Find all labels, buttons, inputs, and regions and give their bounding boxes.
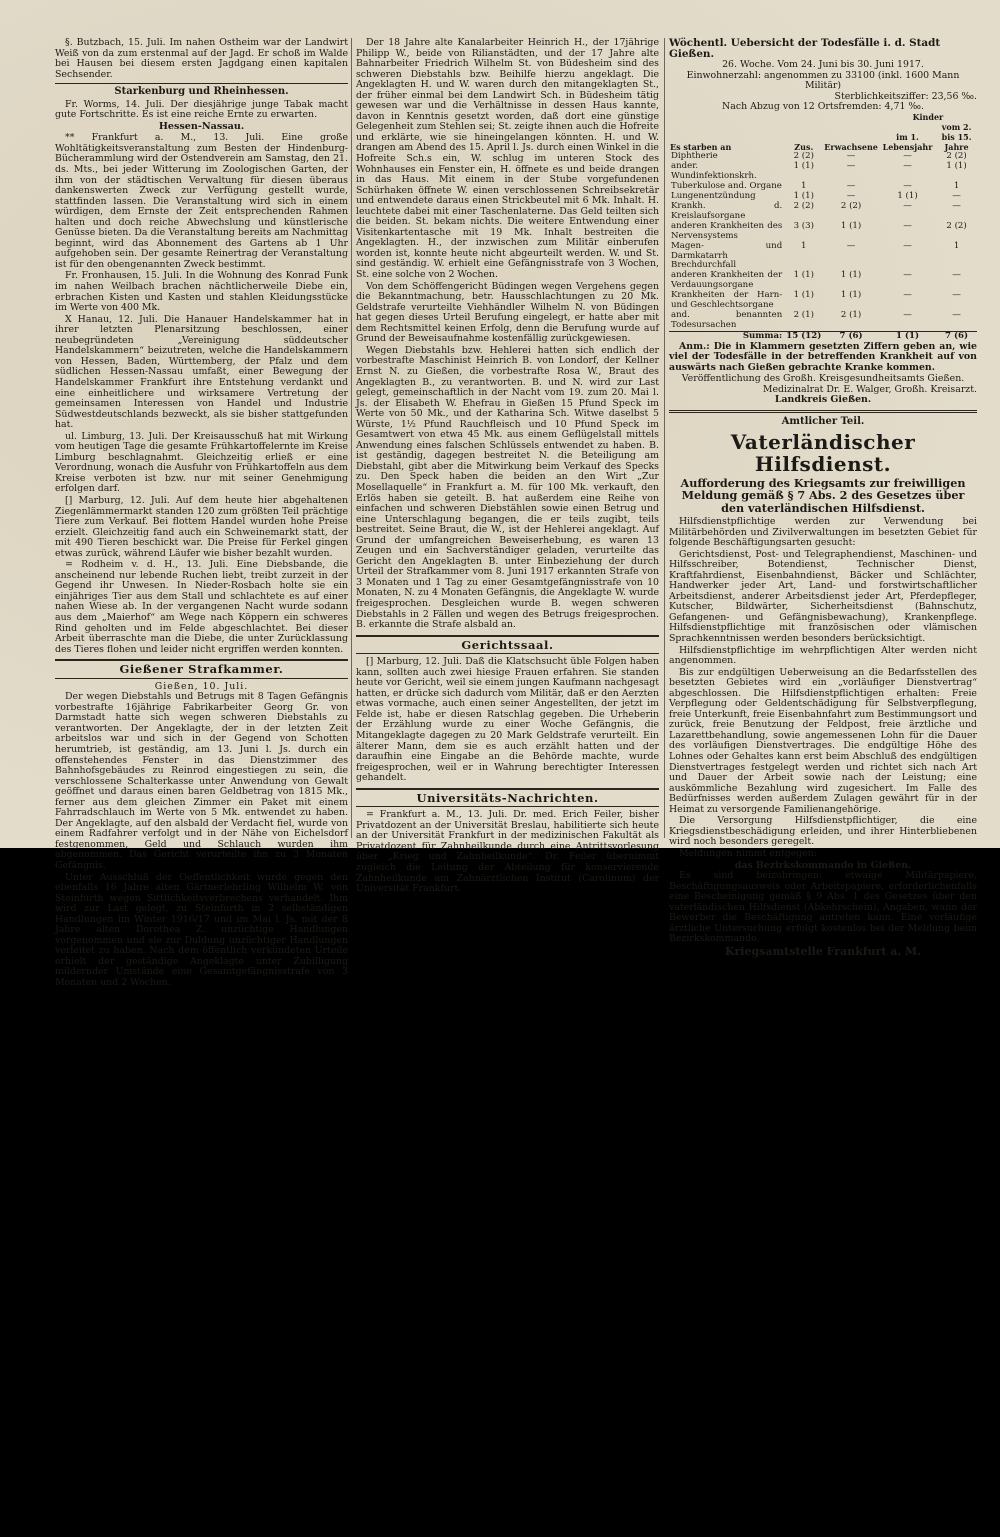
table-row [669,311,977,331]
notice-paragraph-1: Hilfsdienstpflichtige werden zur Verwendung bei Militärbehörden und Zivilverwaltungen im besetzten Gebiet für folgende Beschäftigungsarten gesucht: [669,516,977,549]
stats-note: Anm.: Die in Klammern gesetzten Ziffern geben an, wie viel der Todesfälle in der betreffenden Krankheit auf von auswärts nach Gießen gebrachte Kranke kommen. [669,340,977,373]
cell-older: — [952,309,961,320]
cell-adults: 2 (1) [840,309,862,320]
news-item-rodheim: = Rodheim v. d. H., 13. Juli. Eine Diebsbande, die anscheinend nur lebende Ruchen liebt, treibt zurzeit in der Gegend ihr Unwesen. In Nieder-Rosbach holte sie ein einjähriges Tier aus dem Stall und schlachtete es auf einer nahen Wiese ab. In der vergangenen Nacht wurde sodann aus dem „Maierhof“ am Wege nach Köppern ein schweres Rind geholten und im Felde abgeschlachtet. Bei dieser Arbeit überraschte man die Diebe, die unter Zurücklassung des Tieres flohen und leider nicht ergriffen werden konnten. [55,559,348,655]
news-item-hanau: X Hanau, 12. Juli. Die Hanauer Handelskammer hat in ihrer letzten Plenarsitzung beschlossen, einer neubegründeten „Vereinigung süddeutscher Handelskammern“ beizutreten, welche die Handelskammern von Hessen, Baden, Württemberg, der Pfalz und dem südlichen Hessen-Nassau umfaßt, einer Bewegung der Handelskammer Frankfurt ihre Entstehung verdankt und eine einheitlichere und wirksamere Vertretung der gemeinsamen Interessen von Handel und Industrie Südwestdeutschlands bezweckt, als sie bisher stattgefunden hat. [55,313,348,431]
cell-total: 1 [801,181,807,192]
cell-total: 1 (1) [793,290,814,301]
cell-cause: Krankheiten der Harn- und Geschlechtsorgane [671,290,783,311]
cell-adults: — [846,181,856,192]
cell-total: 1 (1) [793,191,814,202]
table-row [669,291,977,311]
section-heading-universitaet: Universitäts-Nachrichten. [416,790,599,805]
cell-first-year: — [903,161,912,172]
cell-adults: 1 (1) [840,270,862,281]
cell-adults: 1 (1) [840,290,862,301]
headline-hilfsdienst: Vaterländischer Hilfsdienst. [730,429,916,476]
cell-adults: 2 (2) [840,200,862,211]
cell-older: — [952,290,961,301]
news-item-marburg: [] Marburg, 12. Juli. Auf dem heute hier abgehaltenen Ziegenlämmermarkt standen 120 zum größten Teil prächtige Tiere zum Verkauf. Bei flottem Handel wurden hohe Preise erzielt. Gleichzeitig fand auch ein Schweinemarkt statt, der mit 490 Tieren beschickt war. Die Preise für Ferkel gingen etwas zurück, während Läufer wie bisher bezahlt wurden. [55,494,348,559]
table-row [669,222,977,242]
cell-cause: and. benannten Todesursachen [671,309,783,330]
court-report-5: Wegen Diebstahls bzw. Hehlerei hatten sich endlich der vorbestrafte Maschinist Heinrich B. von Londorf, der Kellner Ernst N. zu Gießen, die vorbestrafte Rosa W., Braut des Angeklagten B., zu verantworten. B. und N. wird zur Last gelegt, gemeinschaftlich in der Nacht vom 19. zum 20. Mai l. Js. der Elisabeth W. Ehefrau in Gießen 15 Pfund Speck im Werte von 50 Mk., und der Katharina Sch. Witwe daselbst 5 Würste, 1½ Pfund Rauchfleisch und 10 Pfund Speck im Gesamtwert von etwa 45 Mk. aus einem Geflügelstall mittels Anwendung eines falschen Schlüssels entwendet zu haben. B. ist geständig, dagegen bestreitet N. die Beteiligung am Diebstahl, gibt aber die Mitwirkung beim Verkauf des Specks zu. Den Speck haben die beiden an den Wirt „Zur Mosellaquelle“ in Frankfurt a. M. für 100 Mk. verkauft, den Erlös haben sie geteilt. B. hat außerdem eine Reihe von einfachen und schweren Diebstählen sowie einen Betrug und eine Unterschlagung begangen, die er teils zugibt, teils bestreitet. Seine Braut, die W., ist der Hehlerei angeklagt. Auf Grund der umfangreichen Beweiserhebung, es waren 13 Zeugen und ein Sachverständiger geladen, verurteilte das Gericht den Angeklagten B. unter Einbeziehung der durch Urteil der Strafkammer vom 8. Juni 1917 erkannten Strafe von 3 Monaten und 1 Tag zu einer Gesamtgefängnisstrafe von 10 Monaten, N. zu 4 Monaten Gefängnis, die Angeklagte W. wurde freigesprochen. Desgleichen wurde B. wegen schweren Diebstahls in 2 Fällen und wegen des Betrugs freigesprochen. B. erkannte die Strafe alsbald an. [356,344,659,631]
divider [55,659,348,661]
divider [55,83,348,84]
cell-first-year: — [903,270,912,281]
divider [55,678,348,679]
cell-first-year: — [903,220,912,231]
district-heading: Landkreis Gießen. [774,394,872,406]
notice-paragraph-4: Bis zur endgültigen Ueberweisung an die Bedarfsstellen des besetzten Gebietes wird ein „vorläufiger Dienstvertrag“ abgeschlossen. Die Hilfsdienstpflichtigen erhalten: Freie Verpflegung oder Geldentschädigung für Selbstverpflegung, freie Unterkunft, freie Eisenbahnfahrt zum Bestimmungsort und zurück, freie Benutzung der Feldpost, freie ärztliche und Lazarettbehandlung, sowie angemessenen Lohn für die Dauer des vorläufigen Dienstvertrages. Die endgültige Höhe des Lohnes oder Gehaltes kann erst beim Abschluß des endgültigen Dienstvertrages festgelegt werden und richtet sich nach Art und Dauer der Arbeit sowie nach der Leistung; eine auskömmliche Bezahlung wird zugesichert. Im Falle des Bedürfnisses werden außerdem Zulagen gewährt für in der Heimat zu versorgende Familienangehörige. [669,666,977,815]
cell-total: 1 (1) [793,270,814,281]
cell-total: 2 (2) [793,151,814,162]
sum-adults: 7 (6) [823,331,879,341]
cell-adults: — [846,151,856,162]
cell-first-year: — [903,181,912,192]
cell-cause: anderen Krankheiten des Nervensystems [671,220,783,241]
column-3 [669,37,977,958]
cell-older: — [952,200,961,211]
stats-signature: Medizinalrat Dr. E. Walger, Großh. Kreisarzt. [762,383,977,395]
divider [356,635,659,637]
column-header-children: Kinder [912,111,944,122]
table-row [669,242,977,272]
court-report-3: Der 18 Jahre alte Kanalarbeiter Heinrich H., der 17jährige Philipp W., beide von Rilianstädten, und der 17 Jahre alte Bahnarbeiter Friedrich Wilhelm St. von Büdesheim sind des schweren Diebstahls bzw. Beihilfe hierzu angeklagt. Die Angeklagten H. und W. waren durch den mitangeklagten St., der früher einmal bei dem Landwirt Sch. in Büdesheim tätig gewesen war und die Verhältnisse in dessen Haus kannte, davon in Kenntnis gesetzt worden, daß dort eine günstige Gelegenheit zum Stehlen sei; St. zeigte ihnen auch die Hofreite und erklärte, wie sie hineingelangen könnten. H. und W. drangen am Abend des 15. April l. Js. durch einen Winkel in die Hofreite Sch.s ein, W. schlug im unteren Stock des Wohnhauses ein Fenster ein, H. öffnete es und beide drangen in das Haus. Mit einem in der Stube vorgefundenen Schürhaken öffnete W. einen verschlossenen Schreibsekretär und entwendete daraus einen Strickbeutel mit 6 Mk. Inhalt. H. leuchtete dabei mit einer Taschenlaterne. Das Geld teilten sich die beiden. St. bekam nichts. Die weitere Entwendung einer Visitenkartentasche mit 19 Mk. Inhalt bestreiten die Angeklagten. H., der inzwischen zum Militär einberufen worden ist, konnte heute nicht abgeurteilt werden. W. und St. sind geständig. W. erhielt eine Gefängnisstrafe von 3 Wochen, St. eine solche von 2 Wochen. [356,37,659,281]
column-header-total: Zus. [794,141,814,152]
column-2 [356,37,659,895]
table-row [669,152,977,162]
cell-total: 3 (3) [793,220,814,231]
section-heading-hessen-nassau: Hessen-Nassau. [158,120,245,132]
stats-publisher: Veröffentlichung des Großh. Kreisgesundheitsamts Gießen. [681,373,965,385]
court-report-4: Von dem Schöffengericht Büdingen wegen Vergehens gegen die Bekanntmachung, betr. Hausschlachtungen zu 20 Mk. Geldstrafe verurteilte Viehhändler Wilhelm N. von Büdingen hat gegen dieses Urteil Berufung eingelegt, er hatte aber mit dem Rechtsmittel keinen Erfolg, denn die Berufung wurde auf Grund der Beweisaufnahme kostenfällig zurückgewiesen. [356,280,659,345]
table-row [669,271,977,291]
divider [356,806,659,807]
cell-cause: Diphtherie [671,151,718,162]
divider [356,788,659,790]
cell-cause: Magen- und Darmkatarrh Brechdurchfall [671,240,783,271]
section-heading-official: Amtlicher Teil. [781,415,865,427]
section-heading-gerichtssaal: Gerichtssaal. [461,637,554,652]
cell-total: 2 (1) [793,309,814,320]
cell-cause: Lungenentzündung [671,191,756,202]
cell-older: 1 [953,181,960,192]
section-heading-strafkammer: Gießener Strafkammer. [119,662,284,677]
news-item-limburg: ul. Limburg, 13. Juli. Der Kreisausschuß hat mit Wirkung vom heutigen Tage die gesamte Frühkartoffelernte im Kreise Limburg beschlagnahmt. Gleichzeitig erließ er eine Verordnung, wonach die Ausfuhr von Frühkartoffeln aus dem Kreise verboten ist bzw. nur mit seiner Genehmigung erfolgen darf. [55,430,348,495]
cell-first-year: — [903,240,912,251]
stats-deduction: Nach Abzug von 12 Ortsfremden: 4,71 ‰. [722,101,924,113]
notice-signature: Kriegsamtstelle Frankfurt a. M. [724,944,922,958]
cell-older: 2 (2) [946,151,967,162]
announcement-subtitle: Aufforderung des Kriegsamts zur freiwilligen Meldung gemäß § 7 Abs. 2 des Gesetzes über den vaterländischen Hilfsdienst. [680,475,966,515]
notice-paragraph-3: Hilfsdienstpflichtige im wehrpflichtigen Alter werden nicht angenommen. [669,644,977,667]
column-rule [351,38,352,838]
cell-older: — [952,270,961,281]
cell-older: — [952,191,961,202]
sum-total: 15 (12) [786,330,822,341]
stats-week: 26. Woche. Vom 24. Juni bis 30. Juni 1917. [722,59,924,71]
news-item-university: = Frankfurt a. M., 13. Juli. Dr. med. Erich Feiler, bisher Privatdozent an der Universität Breslau, habilitierte sich heute an der Universität Frankfurt in der medizinischen Fakultät als Privatdozent für Zahnheilkunde durch eine Antrittsvorlesung über „Krieg und Zahnheilkunde“. Dr. Feiler übernimmt zugleich die Leitung der Abteilung für konservierende Zahnheilkunde am Zahnärztlichen Institut (Carolinum) der Universität Frankfurt. [356,809,659,895]
court-report-1: Der wegen Diebstahls und Betrugs mit 8 Tagen Gefängnis vorbestrafte 16jährige Fabrikarbeiter Georg Gr. von Darmstadt hatte sich wegen schweren Diebstahls zu verantworten. Der Angeklagte, der in der letzten Zeit arbeitslos war und sich in der Gegend von Schotten herumtrieb, ist geständig, am 13. Juni l. Js. durch ein offenstehendes Fenster in das Dienstzimmer des Bahnhofsgebäudes zu Reinrod eingestiegen zu sein, die verschlossene Schalterkasse unter Anwendung von Gewalt geöffnet und daraus einen baren Geldbetrag von 1815 Mk., ferner aus dem gleichen Zimmer ein Paket mit einem Fahrradschlauch im Werte von 5 Mk. entwendet zu haben. Der Angeklagte, auf den alsbald der Verdacht fiel, wurde von einem Radfahrer verfolgt und in der Nähe von Eichelsdorf festgenommen, Geld und Schlauch wurden ihm abgenommen. Das Gericht verurteilte ihn zu 3 Monaten Gefängnis. [55,691,348,872]
cell-cause: ander. Wundinfektionskrh. [671,161,757,182]
mortality-table [669,113,977,342]
cell-cause: anderen Krankheiten der Verdauungsorgane [671,270,783,291]
court-report-2: Unter Ausschluß der Oeffentlichkeit wurde gegen den ebenfalls 16 Jahre alten Gärtnerlehrling Wilhelm W. von Steinfurth wegen Sittlichkeitsverbrechens verhandelt. Ihm wird zur Last gelegt, zu Steinfurth in 2 selbständigen Handlungen im Winter 1916/17 und im Mai l. Js. mit der 8 Jahre alten Dorothea Z. unzüchtige Handlungen vorgenommen und sie zur Duldung unzüchtiger Handlungen verleitet zu haben. Nach dem öffentlich verkündeten Urteile erhielt der geständige Angeklagte unter Zubilligung mildernder Umstände eine Gesamtgefängnisstrafe von 3 Monaten und 2 Wochen. [55,871,348,989]
divider [356,653,659,654]
cell-adults: 1 (1) [840,220,862,231]
cell-cause: Krankh. d. Kreislaufsorgane [671,200,783,221]
column-header-first-year: im 1. Lebensjahr [882,131,933,152]
cell-first-year: — [903,151,912,162]
column-header-adults: Erwachsene [824,141,878,152]
cell-adults: — [846,191,856,202]
notice-paragraph-6: Meldungen nimmt entgegen: [679,847,818,859]
notice-registration-office: das Bezirkskommando in Gießen. [734,859,912,871]
cell-older: 1 [953,240,960,251]
table-row [669,162,977,182]
cell-first-year: 1 (1) [897,191,918,202]
news-item-fronhausen: Fr. Fronhausen, 15. Juli. In die Wohnung des Konrad Funk im nahen Weilbach brachen nächtlicherweile Diebe ein, erbrachen Kisten und Kasten und stahlen Kleidungsstücke im Werte von 400 Mk. [55,270,348,314]
cell-total: 1 (1) [793,161,814,172]
notice-paragraph-5: Die Versorgung Hilfsdienstpflichtiger, die eine Kriegsdienstbeschädigung erleiden, und ihrer Hinterbliebenen wird noch besonders geregelt. [669,815,977,848]
column-header-older-children: vom 2. bis 15. Jahre [941,121,972,152]
dateline: Gießen, 10. Juli. [154,680,249,692]
news-item-frankfurt: ** Frankfurt a. M., 13. Juli. Eine große Wohltätigkeitsveranstaltung zum Besten der Hindenburg-Bücherammlung wird der Ostendverein am Samstag, den 21. ds. Mts., bei jeder Witterung im Zoologischen Garten, der ihm von der städtischen Verwaltung für diesen überaus dankenswerten Zweck zur Verfügung gestellt wurde, stattfinden lassen. Die Veranstaltung wird sich in einem würdigen, dem Ernste der Zeit entsprechenden Rahmen halten und doch reiche Abwechslung und künstlerische Genüsse bieten. Da die Veranstaltung bereits am Nachmittag beginnt, wird das Abonnement des Gartens ab 1 Uhr aufgehoben sein. Der gesamte Reinertrag der Veranstaltung ist für den obengenannten Zweck bestimmt. [55,132,348,270]
column-header-cause: Es starben an [670,141,732,152]
sum-older: 7 (6) [936,331,977,341]
cell-first-year: — [903,200,912,211]
cell-total: 2 (2) [793,200,814,211]
cell-cause: Tuberkulose and. Organe [671,181,782,192]
sum-first-year: 1 (1) [879,331,936,341]
notice-paragraph-2: Gerichtsdienst, Post- und Telegraphendienst, Maschinen- und Hilfsschreiber, Botendienst, Technischer Dienst, Kraftfahrdienst, Eisenbahndienst, Bäcker und Schlächter, Handwerker jeder Art, Land- und forstwirtschaftlicher Arbeitsdienst, anderer Arbeitsdienst jeder Art, Pferdepfleger, Kutscher, Bildwärter, Sicherheitsdienst (Bahnschutz, Gefangenen- und Gefängnisbewachung), Krankenpflege. Hilfsdienstpflichtige mit französischen oder vlämischen Sprachkenntnissen werden besonders berücksichtigt. [669,548,977,645]
cell-adults: — [846,240,856,251]
divider [669,410,977,413]
cell-adults: — [846,161,856,172]
news-item-marburg-court: [] Marburg, 12. Juli. Daß die Klatschsucht üble Folgen haben kann, sollten auch zwei hiesige Frauen erfahren. Sie standen heute vor Gericht, weil sie einem jungen Kaufmann nachgesagt hatten, er drücke sich dadurch vom Militär, daß er den Aerzten etwas vormache, auch einen seiner Angestellten, der jetzt im Felde ist, habe er diesen Ratschlag gegeben. Die Urheberin der Erzählung wurde zu einer Woche Gefängnis, die Mitangeklagte dagegen zu 20 Mark Geldstrafe verurteilt. Ein älterer Mann, dem sie es auch erzählt hatten und der daraufhin eine Eingabe an die Behörde machte, wurde freigesprochen, weil er in Wahrung berechtigter Interessen gehandelt. [356,656,659,784]
table-row [669,202,977,222]
cell-total: 1 [801,240,807,251]
news-item-worms: Fr. Worms, 14. Juli. Der diesjährige junge Tabak macht gute Fortschritte. Es ist eine reiche Ernte zu erwarten. [55,98,348,121]
column-1 [55,37,348,989]
section-heading-starkenburg: Starkenburg und Rheinhessen. [114,86,289,98]
stats-title: Wöchentl. Uebersicht der Todesfälle i. d. Stadt Gießen. [669,37,941,60]
news-item-butzbach: §. Butzbach, 15. Juli. Im nahen Ostheim war der Landwirt Weiß von da zum erstenmal auf der Jagd. Er schoß im Walde bei Hausen bei diesem ersten Jagdgang einen kapitalen Sechsender. [55,37,348,80]
cell-first-year: — [903,309,912,320]
notice-paragraph-8: Es sind beizubringen: etwaige Militärpapiere, Beschäftigungsausweis oder Arbeitspapiere, erforderlichenfalls eine Bescheinigung gemäß § 9 Abs. 1 des Gesetzes über den vaterländischen Hilfsdienst (Abkehrschein), Angaben, wann der Bewerber die Beschäftigung antreten kann. Eine vorläufige ärztliche Untersuchung erfolgt kostenlos bei der Meldung beim Bezirkskommando. [669,870,977,945]
stats-mortality: Sterblichkeitsziffer: 23,56 ‰. [834,90,977,102]
mortality-table-body [669,152,977,331]
cell-older: 2 (2) [946,220,967,231]
column-rule [664,38,665,838]
cell-first-year: — [903,290,912,301]
sum-label: Summa: [669,331,784,341]
stats-population: Einwohnerzahl: angenommen zu 33100 (inkl. 1600 Mann Militär) [686,69,960,92]
cell-older: 1 (1) [946,161,967,172]
